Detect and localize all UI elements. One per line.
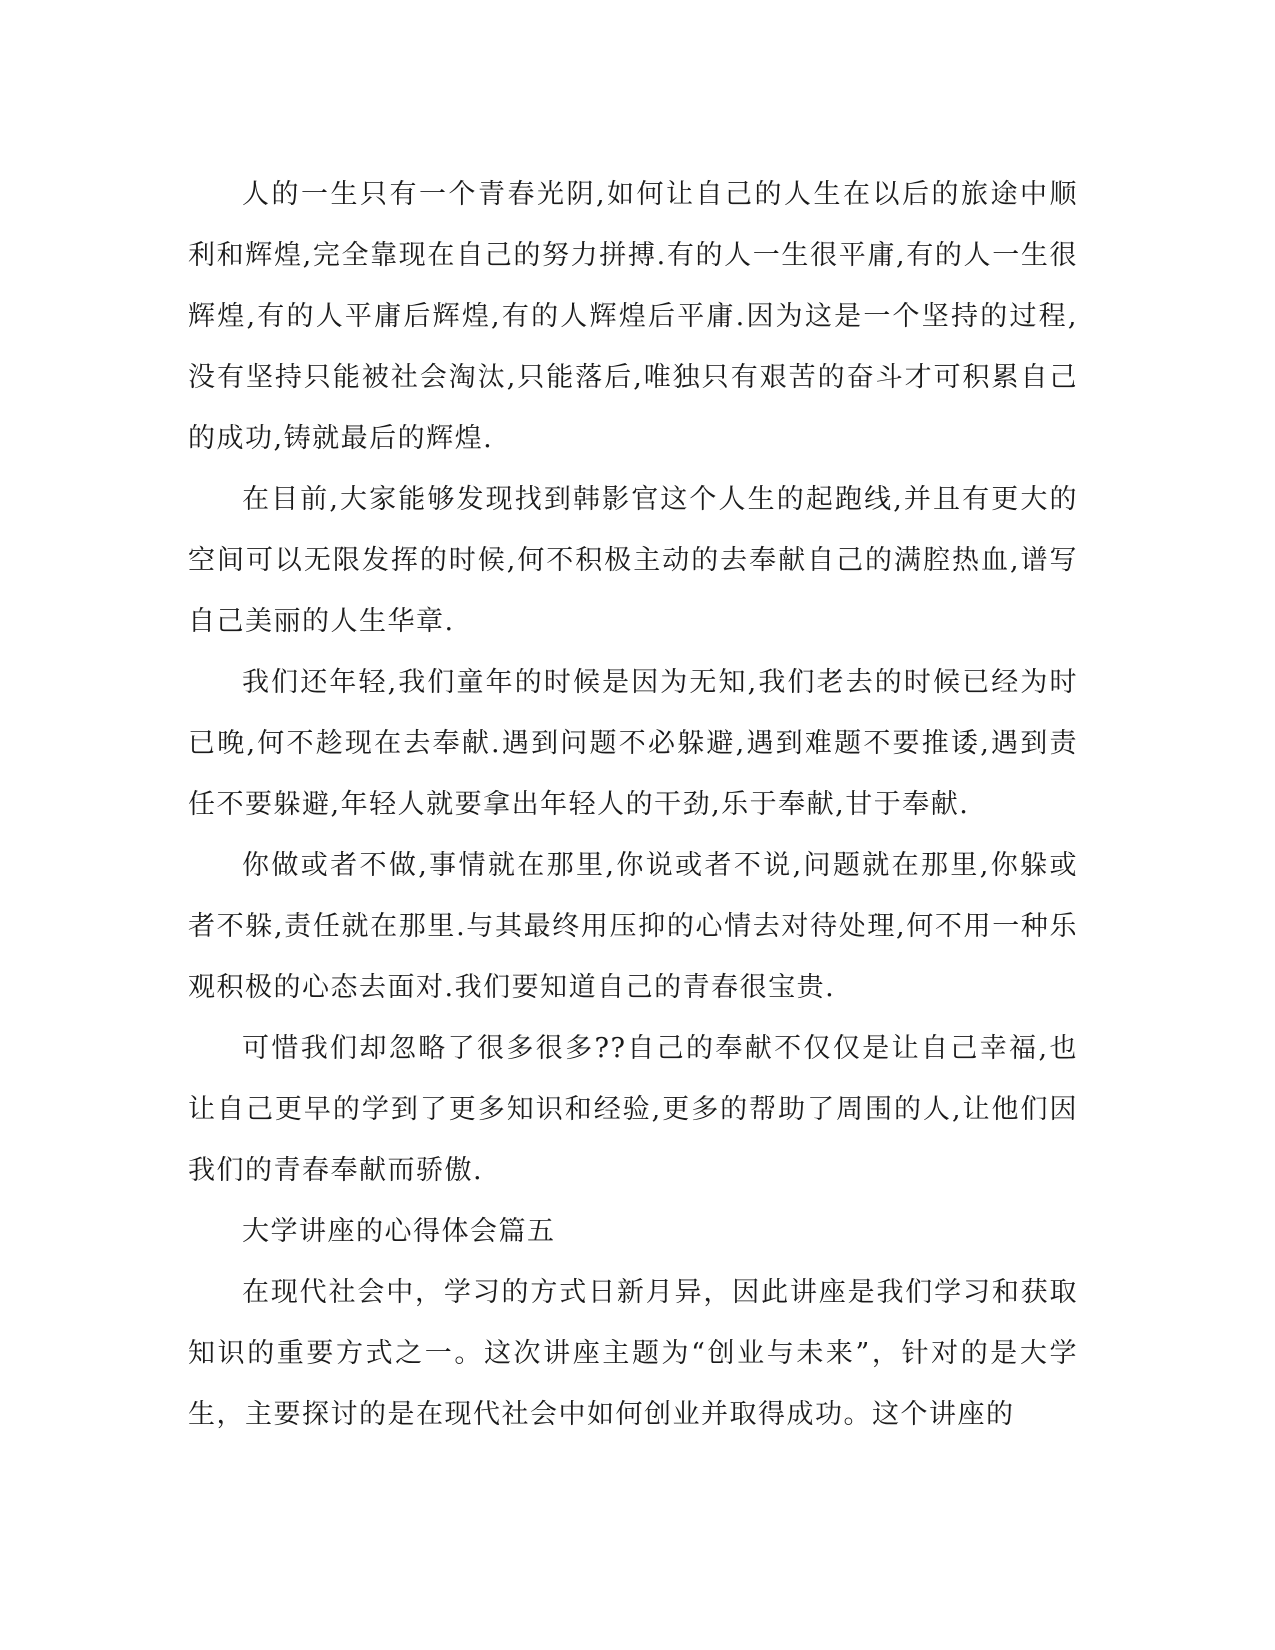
paragraph-3: 我们还年轻,我们童年的时候是因为无知,我们老去的时候已经为时已晚,何不趁现在去奉献.遇到问题不必躲避,遇到难题不要推诿,遇到责任不要躲避,年轻人就要拿出年轻人的干劲,乐于奉献,甘于奉献. — [188, 667, 1078, 820]
document-body — [188, 164, 1078, 1445]
paragraph-5: 可惜我们却忽略了很多很多??自己的奉献不仅仅是让自己幸福,也让自己更早的学到了更多知识和经验,更多的帮助了周围的人,让他们因我们的青春奉献而骄傲. — [188, 1033, 1078, 1186]
section-heading: 大学讲座的心得体会篇五 — [242, 1216, 556, 1247]
paragraph-4: 你做或者不做,事情就在那里,你说或者不说,问题就在那里,你躲或者不躲,责任就在那里.与其最终用压抑的心情去对待处理,何不用一种乐观积极的心态去面对.我们要知道自己的青春很宝贵. — [188, 850, 1078, 1003]
section-paragraph: 在现代社会中，学习的方式日新月异，因此讲座是我们学习和获取知识的重要方式之一。这次讲座主题为“创业与未来”，针对的是大学生，主要探讨的是在现代社会中如何创业并取得成功。这个讲座的 — [188, 1277, 1078, 1430]
paragraph-2: 在目前,大家能够发现找到韩影官这个人生的起跑线,并且有更大的空间可以无限发挥的时候,何不积极主动的去奉献自己的满腔热血,谱写自己美丽的人生华章. — [188, 484, 1078, 637]
paragraph-1: 人的一生只有一个青春光阴,如何让自己的人生在以后的旅途中顺利和辉煌,完全靠现在自己的努力拼搏.有的人一生很平庸,有的人一生很辉煌,有的人平庸后辉煌,有的人辉煌后平庸.因为这是一个坚持的过程,没有坚持只能被社会淘汰,只能落后,唯独只有艰苦的奋斗才可积累自己的成功,铸就最后的辉煌. — [188, 179, 1078, 454]
